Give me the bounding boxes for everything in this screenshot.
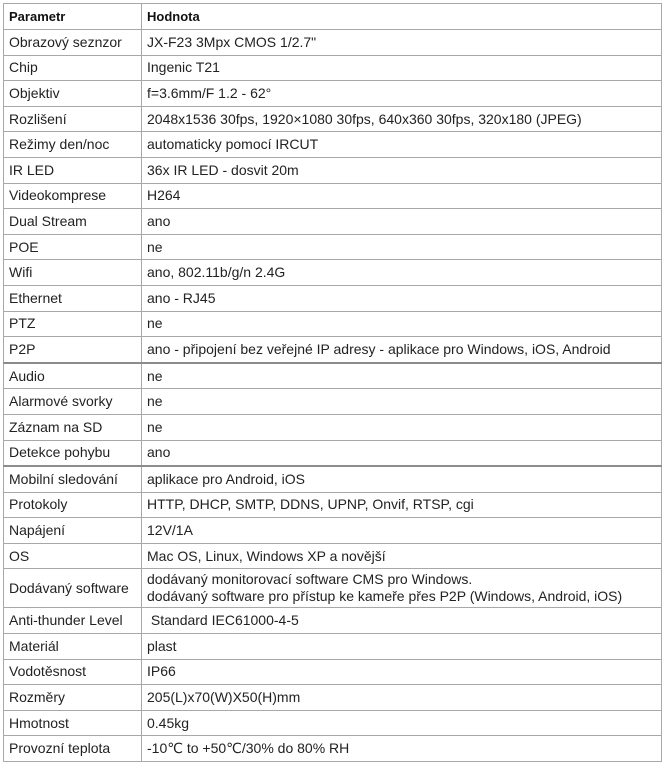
- value-line: plast: [147, 637, 177, 654]
- parameter-cell: Napájení: [4, 518, 142, 544]
- table-row: [4, 363, 662, 389]
- value-line: 0.45kg: [147, 714, 190, 731]
- value-line: ano: [147, 444, 171, 461]
- table-body: [4, 30, 662, 762]
- table-row: [4, 157, 662, 183]
- table-row: [4, 736, 662, 762]
- table-row: [4, 389, 662, 415]
- parameter-cell: Protokoly: [4, 492, 142, 518]
- parameter-cell: POE: [4, 234, 142, 260]
- value-cell: [142, 30, 662, 56]
- value-line: 36x IR LED - dosvit 20m: [147, 161, 299, 178]
- column-header-parameter: Parametr: [4, 4, 142, 30]
- parameter-cell: OS: [4, 543, 142, 569]
- parameter-cell: Ethernet: [4, 285, 142, 311]
- parameter-cell: Chip: [4, 55, 142, 81]
- parameter-cell: Detekce pohybu: [4, 440, 142, 466]
- table-row: [4, 260, 662, 286]
- value-cell: [142, 466, 662, 492]
- value-line: automaticky pomocí IRCUT: [147, 136, 319, 153]
- value-cell: [142, 363, 662, 389]
- value-line: dodávaný monitorovací software CMS pro Windows.: [147, 571, 473, 588]
- table-row: [4, 285, 662, 311]
- table-row: [4, 634, 662, 660]
- value-cell: [142, 685, 662, 711]
- value-line: JX-F23 3Mpx CMOS 1/2.7": [147, 33, 317, 50]
- value-cell: [142, 543, 662, 569]
- table-row: [4, 440, 662, 466]
- parameter-cell: Materiál: [4, 634, 142, 660]
- table-row: [4, 81, 662, 107]
- table-row: [4, 518, 662, 544]
- value-line: aplikace pro Android, iOS: [147, 470, 305, 487]
- table-row: [4, 569, 662, 608]
- value-line: HTTP, DHCP, SMTP, DDNS, UPNP, Onvif, RTSP, cgi: [147, 496, 474, 513]
- value-cell: [142, 659, 662, 685]
- table-row: [4, 209, 662, 235]
- parameter-cell: Mobilní sledování: [4, 466, 142, 492]
- parameter-cell: Režimy den/noc: [4, 132, 142, 158]
- table-row: [4, 337, 662, 363]
- parameter-cell: Audio: [4, 363, 142, 389]
- value-line: dodávaný software pro přístup ke kameře přes P2P (Windows, Android, iOS): [147, 588, 623, 605]
- value-cell: [142, 311, 662, 337]
- value-cell: [142, 183, 662, 209]
- parameter-cell: Videokomprese: [4, 183, 142, 209]
- parameter-cell: Anti-thunder Level: [4, 608, 142, 634]
- column-header-value: Hodnota: [142, 4, 662, 30]
- parameter-cell: Objektiv: [4, 81, 142, 107]
- value-cell: [142, 492, 662, 518]
- parameter-cell: Alarmové svorky: [4, 389, 142, 415]
- table-row: [4, 30, 662, 56]
- table-header-row: [4, 4, 662, 30]
- value-cell: [142, 55, 662, 81]
- parameter-cell: Dual Stream: [4, 209, 142, 235]
- table-row: [4, 659, 662, 685]
- value-line: H264: [147, 187, 181, 204]
- value-line: ne: [147, 238, 163, 255]
- table-row: [4, 466, 662, 492]
- table-row: [4, 183, 662, 209]
- value-line: -10℃ to +50℃/30% do 80% RH: [147, 740, 350, 757]
- value-cell: [142, 389, 662, 415]
- parameter-cell: Vodotěsnost: [4, 659, 142, 685]
- value-cell: [142, 710, 662, 736]
- value-cell: [142, 106, 662, 132]
- parameter-cell: Rozlišení: [4, 106, 142, 132]
- value-line: ano: [147, 212, 171, 229]
- value-line: ano, 802.11b/g/n 2.4G: [147, 264, 286, 281]
- value-line: 12V/1A: [147, 522, 193, 539]
- value-cell: [142, 440, 662, 466]
- table-row: [4, 414, 662, 440]
- parameter-cell: Provozní teplota: [4, 736, 142, 762]
- value-line: 205(L)x70(W)X50(H)mm: [147, 689, 301, 706]
- value-cell: [142, 209, 662, 235]
- value-cell: [142, 81, 662, 107]
- value-cell: [142, 157, 662, 183]
- value-line: 2048x1536 30fps, 1920×1080 30fps, 640x360 30fps, 320x180 (JPEG): [147, 110, 582, 127]
- parameter-cell: Hmotnost: [4, 710, 142, 736]
- value-cell: [142, 608, 662, 634]
- value-line: ne: [147, 393, 163, 410]
- table-row: [4, 132, 662, 158]
- value-line: f=3.6mm/F 1.2 - 62°: [147, 84, 272, 101]
- value-line: Standard IEC61000-4-5: [147, 612, 299, 629]
- table-row: [4, 685, 662, 711]
- parameter-cell: Záznam na SD: [4, 414, 142, 440]
- parameter-cell: Rozměry: [4, 685, 142, 711]
- value-cell: [142, 234, 662, 260]
- table-row: [4, 608, 662, 634]
- table-row: [4, 543, 662, 569]
- table-row: [4, 492, 662, 518]
- value-cell: [142, 132, 662, 158]
- value-line: Mac OS, Linux, Windows XP a novější: [147, 547, 386, 564]
- value-cell: [142, 736, 662, 762]
- value-cell: [142, 569, 662, 608]
- value-line: ne: [147, 367, 163, 384]
- value-line: Ingenic T21: [147, 59, 220, 76]
- table-row: [4, 311, 662, 337]
- table-row: [4, 55, 662, 81]
- table-row: [4, 106, 662, 132]
- value-line: ne: [147, 315, 163, 332]
- value-cell: [142, 518, 662, 544]
- value-line: ne: [147, 418, 163, 435]
- table-row: [4, 710, 662, 736]
- value-cell: [142, 337, 662, 363]
- parameter-cell: IR LED: [4, 157, 142, 183]
- value-cell: [142, 260, 662, 286]
- table-row: [4, 234, 662, 260]
- parameter-cell: Dodávaný software: [4, 569, 142, 608]
- value-line: ano - připojení bez veřejné IP adresy - aplikace pro Windows, iOS, Android: [147, 340, 611, 357]
- spec-table: [3, 3, 662, 762]
- value-cell: [142, 634, 662, 660]
- parameter-cell: P2P: [4, 337, 142, 363]
- value-line: ano - RJ45: [147, 289, 216, 306]
- value-cell: [142, 414, 662, 440]
- parameter-cell: Obrazový seznzor: [4, 30, 142, 56]
- parameter-cell: PTZ: [4, 311, 142, 337]
- value-line: IP66: [147, 663, 176, 680]
- value-cell: [142, 285, 662, 311]
- parameter-cell: Wifi: [4, 260, 142, 286]
